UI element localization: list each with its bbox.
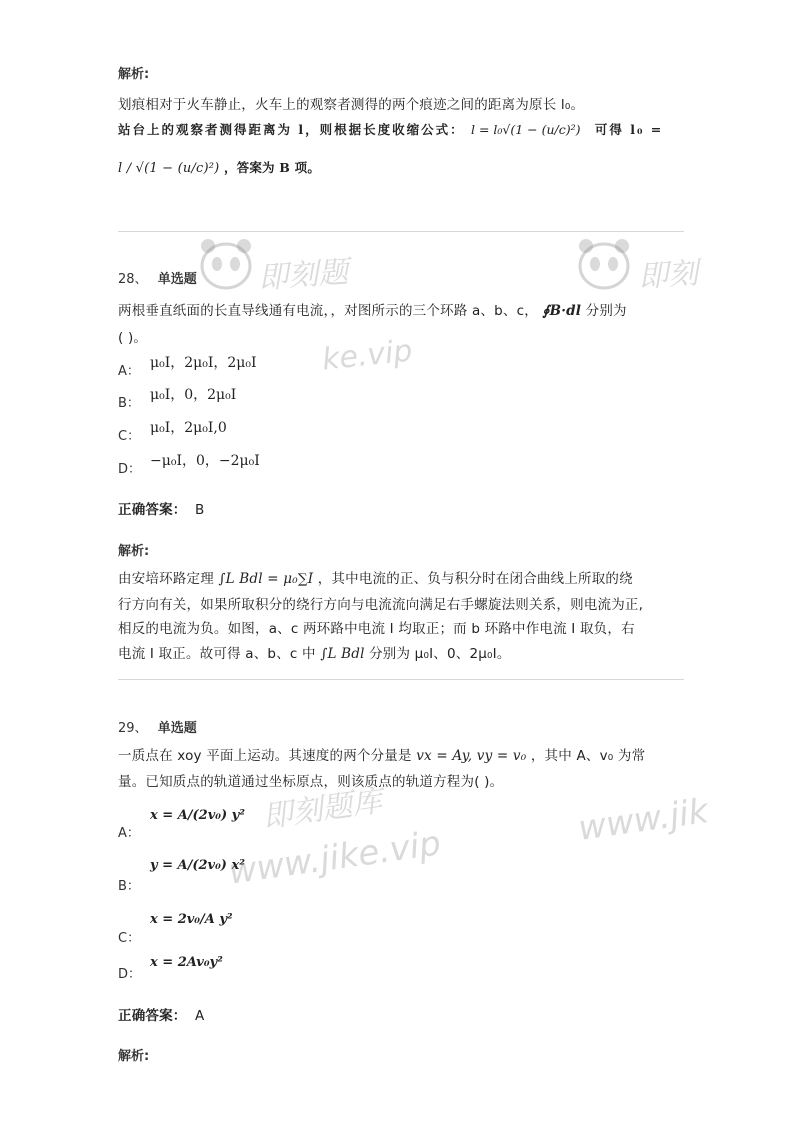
- option-key: B：: [118, 396, 140, 411]
- analysis-text: 划痕相对于火车静止，火车上的观察者测得的两个痕迹之间的距离为原长 l₀。: [118, 97, 585, 113]
- question-stem-text: 量。已知质点的轨道通过坐标原点，则该质点的轨道方程为( )。: [118, 774, 504, 790]
- watermark-url: www.jik: [575, 791, 711, 849]
- analysis-text: 相反的电流为负。如图，a、c 两环路中电流 I 均取正；而 b 环路中作电流 I 取负，右: [118, 621, 635, 637]
- question-stem-text: ( )。: [118, 330, 148, 346]
- option-d[interactable]: x = 2Av₀y²: [150, 955, 223, 970]
- watermark-url: www.jike.vip: [226, 823, 444, 893]
- analysis-text-part: 可得 l₀ =: [594, 122, 664, 137]
- analysis-text-part: 电流 I 取正。故可得 a、b、c 中: [118, 646, 316, 662]
- option-d[interactable]: −μ₀I，0，−2μ₀I: [150, 453, 260, 469]
- formula: l = l₀√(1 − (u/c)²): [470, 122, 581, 137]
- analysis-text-part: ，其中电流的正、负与积分时在闭合曲线上所取的绕: [317, 571, 633, 587]
- analysis-text: [118, 567, 633, 587]
- answer-row: [118, 1004, 204, 1024]
- analysis-label: 解析:: [118, 67, 150, 82]
- question-stem-text: 分别为: [585, 303, 627, 319]
- formula: l / √(1 − (u/c)²): [118, 161, 220, 176]
- answer-label: 正确答案：: [118, 502, 187, 518]
- question-number: 29、: [118, 721, 148, 736]
- divider: [118, 679, 684, 680]
- option-a[interactable]: x = A/(2v₀) y²: [150, 808, 245, 823]
- option-key: C：: [118, 931, 141, 946]
- question-header: [118, 717, 197, 736]
- formula: vx = Ay, vy = v₀: [416, 748, 527, 764]
- answer-value: A: [195, 1008, 205, 1024]
- analysis-text-part: 站台上的观察者测得距离为 l，则根据长度收缩公式：: [118, 122, 465, 137]
- option-key: A：: [118, 826, 140, 841]
- formula: ∫L Bdl = μ₀∑I: [218, 571, 314, 587]
- answer-value: B: [195, 502, 205, 518]
- formula-line: [118, 158, 320, 176]
- option-key: D：: [118, 462, 142, 477]
- analysis-label: 解析:: [118, 544, 150, 559]
- question-number: 28、: [118, 272, 148, 287]
- analysis-text-part: ，答案为 B 项。: [223, 160, 321, 175]
- analysis-text: [118, 120, 663, 138]
- analysis-text: 行方向有关，如果所取积分的绕行方向与电流流向满足右手螺旋法则关系，则电流为正,: [118, 597, 644, 613]
- option-a[interactable]: μ₀I，2μ₀I，2μ₀I: [150, 355, 257, 371]
- question-stem-text: ，其中 A、v₀ 为常: [530, 748, 646, 764]
- question-header: [118, 268, 197, 287]
- question-stem-text: 两根垂直纸面的长直导线通有电流，，对图所示的三个环路 a、b、c，: [118, 303, 538, 319]
- watermark-brand: 即刻题库: [260, 783, 385, 836]
- question-type: 单选题: [157, 721, 197, 736]
- option-key: C：: [118, 429, 141, 444]
- question-stem: [118, 744, 645, 764]
- option-key: B：: [118, 879, 140, 894]
- question-type: 单选题: [157, 272, 197, 287]
- formula: ∮B·dl: [542, 303, 582, 319]
- answer-row: [118, 498, 204, 518]
- option-c[interactable]: μ₀I，2μ₀I,0: [150, 420, 227, 436]
- question-stem: [118, 299, 627, 319]
- analysis-text-part: 分别为 μ₀I、0、2μ₀I。: [369, 646, 511, 662]
- option-key: A：: [118, 364, 140, 379]
- formula: ∫L Bdl: [320, 646, 365, 662]
- watermark-url: ke.vip: [320, 333, 415, 378]
- panda-watermark-icon: [196, 236, 256, 291]
- analysis-text-part: 由安培环路定理: [118, 571, 214, 587]
- option-b[interactable]: μ₀I，0，2μ₀I: [150, 387, 237, 403]
- question-stem-text: 一质点在 xoy 平面上运动。其速度的两个分量是: [118, 748, 412, 764]
- watermark-brand: 即刻: [637, 255, 700, 296]
- option-b[interactable]: y = A/(2v₀) x²: [150, 858, 245, 873]
- analysis-label: 解析:: [118, 1049, 150, 1064]
- option-c[interactable]: x = 2v₀/A y²: [150, 912, 233, 927]
- option-key: D：: [118, 967, 142, 982]
- answer-label: 正确答案：: [118, 1008, 187, 1024]
- watermark-brand: 即刻题: [257, 254, 350, 297]
- divider: [118, 231, 684, 232]
- analysis-text: [118, 642, 511, 662]
- panda-watermark-icon: [574, 236, 634, 291]
